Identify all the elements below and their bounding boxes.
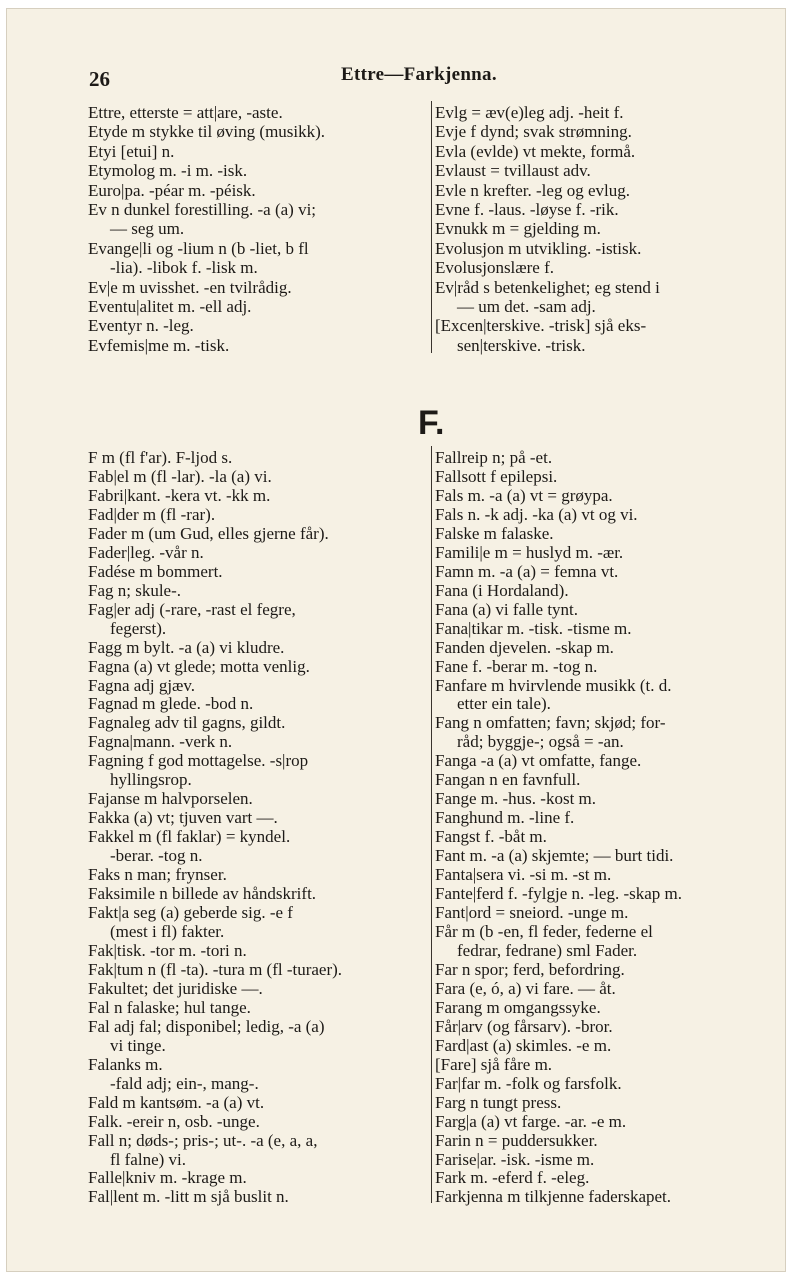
entry-line: Fang n omfatten; favn; skjød; for- (435, 714, 666, 733)
entry-line: Fak|tum n (fl -ta). -tura m (fl -turaer). (88, 960, 343, 979)
entry-line: Fakt|a seg (a) geberde sig. -e f (88, 904, 293, 923)
entry-line: Ev n dunkel forestilling. -a (a) vi; (88, 201, 317, 219)
entry-line: fedrar, fedrane) sml Fader. (457, 941, 638, 960)
entry-line: Fangan n en favnfull. (435, 771, 581, 790)
entry-line: Evlg = æv(e)leg adj. -heit f. (435, 104, 624, 122)
entry-line: Evolusjonslære f. (435, 259, 554, 278)
column-rule-bottom (431, 446, 432, 1203)
entry-line: Evne f. -laus. -løyse f. -rik. (435, 201, 619, 219)
entry-line: Fanden djevelen. -skap m. (435, 638, 614, 657)
entry-line: Fagna adj gjæv. (88, 676, 196, 695)
entry-line: Farkjenna m tilkjenne faderskapet. (435, 1188, 672, 1207)
entry-line: Fals m. -a (a) vt = grøypa. (435, 486, 613, 505)
entry-line: Fangst f. -båt m. (435, 828, 547, 847)
entry-line: Fag n; skule-. (88, 581, 182, 600)
entry-line: Fara (e, ó, a) vi fare. — åt. (435, 979, 616, 998)
entry-line: sen|terskive. -trisk. (457, 336, 586, 355)
entry-line: Far|far m. -folk og farsfolk. (435, 1074, 622, 1093)
entry-line: Faks n man; frynser. (88, 866, 227, 885)
entry-line: — seg um. (110, 220, 185, 239)
entry-line: Eventyr n. -leg. (88, 317, 194, 336)
entry-line: Fal n falaske; hul tange. (88, 998, 251, 1017)
entry-line: Fanta|sera vi. -si m. -st m. (435, 866, 612, 885)
entry-line: Fagna (a) vt glede; motta venlig. (88, 657, 310, 676)
entry-line: Fald m kantsøm. -a (a) vt. (88, 1093, 265, 1112)
entry-line: Ev|råd s betenkelighet; eg stend i (435, 278, 660, 297)
entry-line: Ev|e m uvisshet. -en tvilrådig. (88, 278, 292, 297)
entry-line: Far n spor; ferd, befordring. (435, 960, 625, 979)
entry-line: Fagning f god mottagelse. -s|rop (88, 752, 309, 771)
entry-line: Fard|ast (a) skimles. -e m. (435, 1036, 612, 1055)
entry-line: Fana|tikar m. -tisk. -tisme m. (435, 619, 632, 638)
entry-line: Fabri|kant. -kera vt. -kk m. (88, 486, 271, 505)
entry-line: — um det. -sam adj. (457, 298, 596, 316)
entry-line: Fad|der m (fl -rar). (88, 505, 216, 524)
entry-line: Fab|el m (fl -lar). -la (a) vi. (88, 467, 272, 486)
entry-line: Fakka (a) vt; tjuven vart —. (88, 809, 278, 828)
entry-line: -lia). -libok f. -lisk m. (110, 259, 258, 278)
entry-line: Fana (a) vi falle tynt. (435, 600, 579, 619)
entry-line: Fanga -a (a) vt omfatte, fange. (435, 752, 642, 771)
column-rule-top (431, 101, 432, 353)
entry-line: Fag|er adj (-rare, -rast el fegre, (88, 600, 296, 619)
dictionary-page (6, 8, 786, 1272)
entry-line: F m (fl f'ar). F-ljod s. (88, 449, 233, 467)
page-number: 26 (89, 67, 110, 91)
entry-line: Fall n; døds-; pris-; ut-. -a (e, a, a, (88, 1131, 318, 1150)
entry-line: Fak|tisk. -tor m. -tori n. (88, 941, 247, 960)
entry-line: Fal adj fal; disponibel; ledig, -a (a) (88, 1017, 325, 1036)
entry-line: etter ein tale). (457, 695, 551, 714)
entry-line: [Excen|terskive. -trisk] sjå eks- (435, 317, 647, 336)
entry-line: Falle|kniv m. -krage m. (88, 1169, 247, 1188)
entry-line: Fagnaleg adv til gagns, gildt. (88, 714, 286, 733)
entry-line: Etyi [etui] n. (88, 142, 175, 161)
entry-line: Fagnad m glede. -bod n. (88, 695, 254, 714)
entry-line: Fallsott f epilepsi. (435, 467, 558, 486)
entry-line: Falk. -ereir n, osb. -unge. (88, 1112, 260, 1131)
entry-line: råd; byggje-; også = -an. (457, 733, 624, 752)
entry-line: Fakultet; det juridiske —. (88, 979, 263, 998)
entry-line: Fanfare m hvirvlende musikk (t. d. (435, 676, 672, 695)
entry-line: Farg n tungt press. (435, 1093, 562, 1112)
entry-line: (mest i fl) fakter. (110, 923, 225, 941)
entry-line: Eventu|alitet m. -ell adj. (88, 298, 252, 316)
entry-line: Evfemis|me m. -tisk. (88, 336, 230, 355)
entry-line: Falanks m. (88, 1055, 163, 1074)
entry-line: Farin n = puddersukker. (435, 1131, 598, 1150)
entry-line: Får|arv (og fårsarv). -bror. (435, 1017, 613, 1036)
entry-line: Etyde m stykke til øving (musikk). (88, 123, 326, 142)
entry-line: Faksimile n billede av håndskrift. (88, 885, 317, 904)
entry-line: Fal|lent m. -litt m sjå buslit n. (88, 1188, 289, 1207)
running-head: Ettre—Farkjenna. (341, 64, 497, 85)
entry-line: Evla (evlde) vt mekte, formå. (435, 142, 636, 161)
entry-line: hyllingsrop. (110, 771, 192, 790)
entry-line: vi tinge. (110, 1036, 166, 1055)
entry-line: Fana (i Hordaland). (435, 581, 569, 600)
entry-line: -fald adj; ein-, mang-. (110, 1074, 259, 1093)
entry-line: Evnukk m = gjelding m. (435, 220, 601, 239)
entry-line: Evle n krefter. -leg og evlug. (435, 181, 630, 200)
entry-line: Fagg m bylt. -a (a) vi kludre. (88, 638, 285, 657)
entry-line: Fant m. -a (a) skjemte; — burt tidi. (435, 847, 674, 866)
entry-line: Fant|ord = sneiord. -unge m. (435, 904, 629, 923)
entry-line: Fader m (um Gud, elles gjerne får). (88, 524, 329, 543)
entry-line: Evje f dynd; svak strømning. (435, 123, 632, 142)
entry-line: Farang m omgangssyke. (435, 998, 601, 1017)
entry-line: Fanghund m. -line f. (435, 809, 575, 828)
entry-line: Ettre, etterste = att|are, -aste. (88, 104, 283, 122)
entry-line: Famn m. -a (a) = femna vt. (435, 562, 619, 581)
entry-line: Fark m. -eferd f. -eleg. (435, 1169, 590, 1188)
entry-line: Fagna|mann. -verk n. (88, 733, 233, 752)
entry-line: Evange|li og -lium n (b -liet, b fl (88, 239, 309, 258)
entry-line: fl falne) vi. (110, 1150, 186, 1169)
entry-line: Famili|e m = huslyd m. -ær. (435, 543, 624, 562)
entry-line: Fajanse m halvporselen. (88, 790, 253, 809)
entry-line: fegerst). (110, 619, 167, 638)
entry-line: Fakkel m (fl faklar) = kyndel. (88, 828, 291, 847)
entry-line: -berar. -tog n. (110, 847, 203, 866)
entry-line: Evolusjon m utvikling. -istisk. (435, 239, 642, 258)
entry-line: Fante|ferd f. -fylgje n. -leg. -skap m. (435, 885, 682, 904)
entry-line: Farise|ar. -isk. -isme m. (435, 1150, 595, 1169)
entry-line: [Fare] sjå fåre m. (435, 1055, 553, 1074)
entry-line: Fane f. -berar m. -tog n. (435, 657, 598, 676)
entry-line: Falske m falaske. (435, 524, 554, 543)
entry-line: Fadése m bommert. (88, 562, 223, 581)
entry-line: Farg|a (a) vt farge. -ar. -e m. (435, 1112, 627, 1131)
entry-line: Fader|leg. -vår n. (88, 543, 204, 562)
entry-line: Fallreip n; på -et. (435, 449, 553, 467)
entry-line: Euro|pa. -péar m. -péisk. (88, 181, 256, 200)
section-letter: F. (418, 404, 445, 442)
entry-line: Får m (b -en, fl feder, federne el (435, 923, 653, 941)
entry-line: Fals n. -k adj. -ka (a) vt og vi. (435, 505, 638, 524)
entry-line: Fange m. -hus. -kost m. (435, 790, 597, 809)
entry-line: Evlaust = tvillaust adv. (435, 162, 591, 181)
entry-line: Etymolog m. -i m. -isk. (88, 162, 248, 181)
